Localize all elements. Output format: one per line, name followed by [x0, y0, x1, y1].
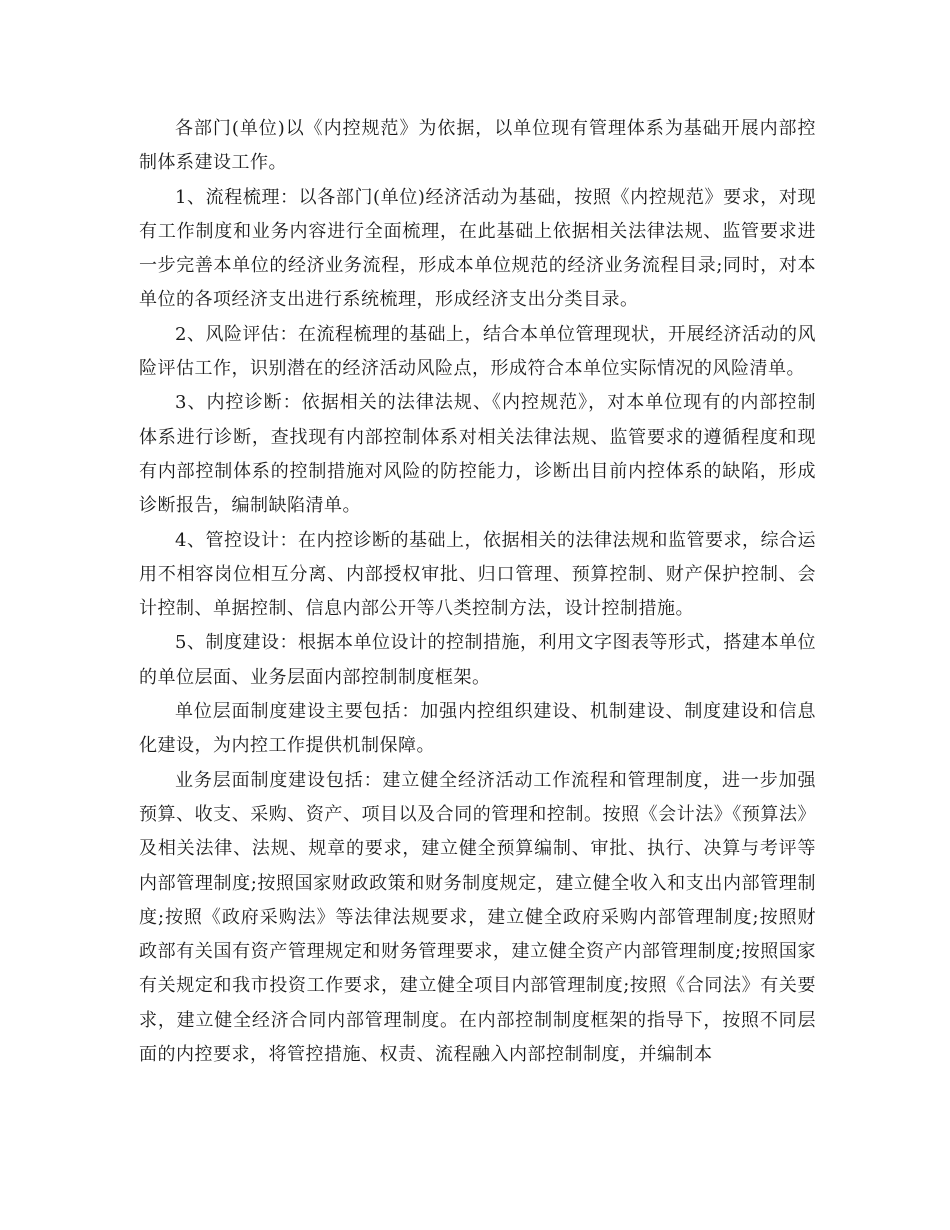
paragraph-control-design: 4、管控设计：在内控诊断的基础上，依据相关的法律法规和监管要求，综合运用不相容岗位相互分离、内部授权审批、归口管理、预算控制、财产保护控制、会计控制、单据控制、信息内部公开等八类控制方法，设计控制措施。 — [139, 529, 816, 620]
paragraph-business-level: 业务层面制度建设包括：建立健全经济活动工作流程和管理制度，进一步加强预算、收支、采购、资产、项目以及合同的管理和控制。按照《会计法》《预算法》及相关法律、法规、规章的要求，建立健全预算编制、审批、执行、决算与考评等内部管理制度;按照国家财政政策和财务制度规定，建立健全收入和支出内部管理制度;按照《政府采购法》等法律法规要求，建立健全政府采购内部管理制度;按照财政部有关国有资产管理规定和财务管理要求，建立健全资产内部管理制度;按照国家有关规定和我市投资工作要求，建立健全项目内部管理制度;按照《合同法》有关要求，建立健全经济合同内部管理制度。在内部控制制度框架的指导下，按照不同层面的内控要求，将管控措施、权责、流程融入内部控制制度，并编制本 — [139, 769, 816, 1066]
paragraph-system-construction: 5、制度建设：根据本单位设计的控制措施，利用文字图表等形式，搭建本单位的单位层面、业务层面内部控制制度框架。 — [139, 632, 816, 688]
document-body — [139, 112, 816, 1072]
paragraph-risk-assessment: 2、风险评估：在流程梳理的基础上，结合本单位管理现状，开展经济活动的风险评估工作，识别潜在的经济活动风险点，形成符合本单位实际情况的风险清单。 — [139, 323, 816, 380]
paragraph-process-review: 1、流程梳理：以各部门(单位)经济活动为基础，按照《内控规范》要求，对现有工作制度和业务内容进行全面梳理，在此基础上依据相关法律法规、监管要求进一步完善本单位的经济业务流程，形成本单位规范的经济业务流程目录;同时，对本单位的各项经济支出进行系统梳理，形成经济支出分类目录。 — [139, 186, 816, 311]
paragraph-internal-control-diagnosis: 3、内控诊断：依据相关的法律法规、《内控规范》，对本单位现有的内部控制体系进行诊断，查找现有内部控制体系对相关法律法规、监管要求的遵循程度和现有内部控制体系的控制措施对风险的防控能力，诊断出目前内控体系的缺陷，形成诊断报告，编制缺陷清单。 — [139, 392, 816, 517]
paragraph-unit-level: 单位层面制度建设主要包括：加强内控组织建设、机制建设、制度建设和信息化建设，为内控工作提供机制保障。 — [139, 701, 816, 757]
paragraph-intro: 各部门(单位)以《内控规范》为依据，以单位现有管理体系为基础开展内部控制体系建设工作。 — [139, 118, 816, 174]
